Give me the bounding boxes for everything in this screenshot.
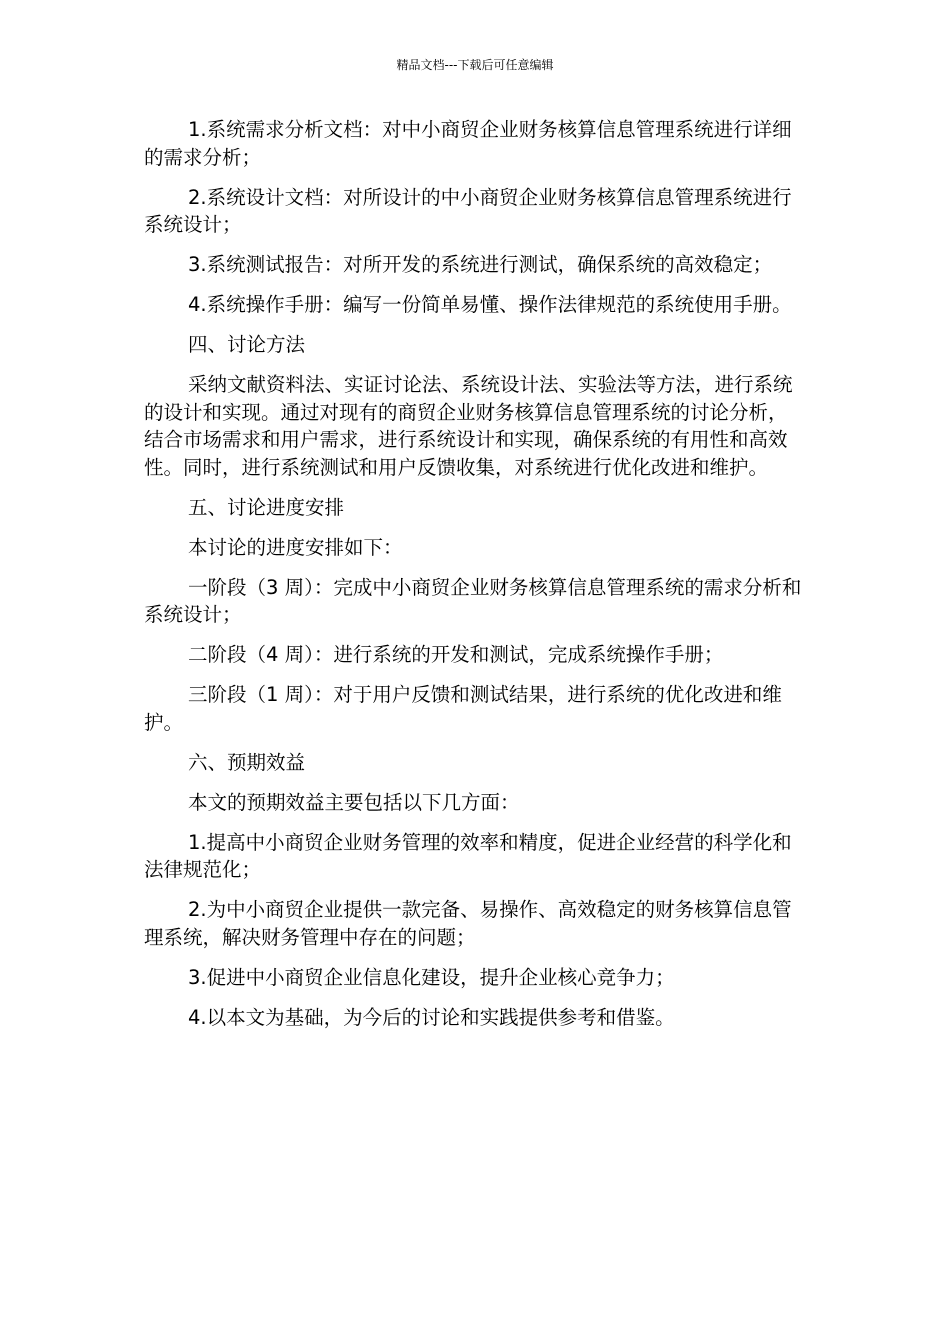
methods-paragraph: 采纳文献资料法、实证讨论法、系统设计法、实验法等方法，进行系统的设计和实现。通过对现有的商贸企业财务核算信息管理系统的讨论分析，结合市场需求和用户需求，进行系统设计和实现，确保系统的有用性和高效性。同时，进行系统测试和用户反馈收集，对系统进行优化改进和维护。 [144,373,793,479]
section-heading-methods: 四、讨论方法 [188,333,306,356]
benefit-item-3: 3.促进中小商贸企业信息化建设，提升企业核心竞争力； [188,965,675,989]
schedule-phase-2: 二阶段（4 周）：进行系统的开发和测试，完成系统操作手册； [188,643,724,666]
section-heading-schedule: 五、讨论进度安排 [188,495,345,519]
page-header: 精品文档---下载后可任意编辑 [396,58,554,72]
deliverable-design-doc: 2.系统设计文档：对所设计的中小商贸企业财务核算信息管理系统进行系统设计； [144,185,792,236]
document-body [144,116,806,1044]
benefit-item-2: 2.为中小商贸企业提供一款完备、易操作、高效稳定的财务核算信息管理系统，解决财务管理中存在的问题； [144,898,792,949]
schedule-intro: 本讨论的进度安排如下： [188,535,403,559]
schedule-phase-1: 一阶段（3 周）：完成中小商贸企业财务核算信息管理系统的需求分析和系统设计； [144,575,802,626]
benefits-intro: 本文的预期效益主要包括以下几方面： [188,790,520,814]
deliverable-requirements-doc: 1.系统需求分析文档：对中小商贸企业财务核算信息管理系统进行详细的需求分析； [144,118,792,169]
section-heading-benefits: 六、预期效益 [188,750,306,774]
deliverable-user-manual: 4.系统操作手册：编写一份简单易懂、操作法律规范的系统使用手册。 [188,293,792,316]
benefit-item-4: 4.以本文为基础，为今后的讨论和实践提供参考和借鉴。 [188,1005,675,1029]
benefit-item-1: 1.提高中小商贸企业财务管理的效率和精度，促进企业经营的科学化和法律规范化； [144,830,792,881]
schedule-phase-3: 三阶段（1 周）：对于用户反馈和测试结果，进行系统的优化改进和维护。 [144,683,782,734]
deliverable-test-report: 3.系统测试报告：对所开发的系统进行测试，确保系统的高效稳定； [188,253,773,276]
